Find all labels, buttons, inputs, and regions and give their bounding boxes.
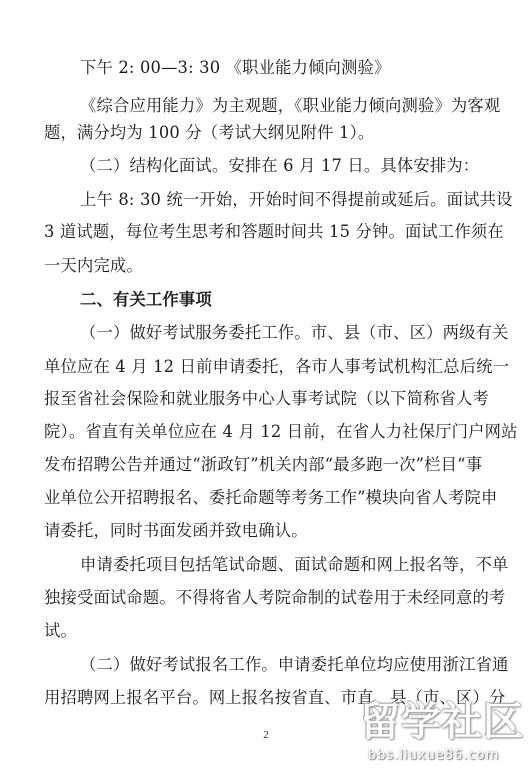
- watermark-url: bbs.liuxue86.com: [368, 748, 500, 763]
- watermark-title: 留学社区: [360, 699, 524, 745]
- paragraph-line: 单位应在 4 月 12 日前申请委托，各市人事考试机构汇总后统一: [44, 357, 510, 376]
- paragraph-line: 题，满分均为 100 分（考试大纲见附件 1）。: [44, 123, 375, 142]
- paragraph-line: 3 道试题，每位考生思考和答题时间共 15 分钟。面试工作须在: [44, 222, 504, 241]
- paragraph-line: 请委托，同时书面发函并致电确认。: [44, 521, 308, 540]
- paragraph-line: 报至省社会保险和就业服务中心人事考试院（以下简称省人考: [44, 389, 489, 408]
- paragraph-line: （二）结构化面试。安排在 6 月 17 日。具体安排为：: [80, 156, 480, 175]
- paragraph-line: （一）做好考试服务委托工作。市、县（市、区）两级有关: [80, 323, 509, 342]
- schedule-afternoon-line: 下午 2: 00—3: 30 《职业能力倾向测验》: [80, 58, 391, 77]
- site-watermark: [360, 698, 528, 770]
- paragraph-line: 院）。省直有关单位应在 4 月 12 日前，在省人力社保厅门户网站: [44, 422, 518, 441]
- section-heading: 二、有关工作事项: [80, 290, 212, 309]
- paragraph-line: 申请委托项目包括笔试命题、面试命题和网上报名等，不单: [80, 555, 509, 574]
- paragraph-line: 业单位公开招聘报名、委托命题等考务工作”模块向省人考院申: [44, 488, 498, 507]
- paragraph-line: 一天内完成。: [44, 256, 143, 275]
- paragraph-line: 独接受面试命题。不得将省人考院命制的试卷用于未经同意的考: [44, 588, 506, 607]
- paragraph-line: 发布招聘公告并通过“浙政钉”机关内部“最多跑一次”栏目“事: [44, 455, 483, 474]
- paragraph-line: 《综合应用能力》为主观题，《职业能力倾向测验》为客观: [80, 96, 501, 115]
- paragraph-line: 用招聘网上报名平台。网上报名按省直、市直、县（市、区）分: [44, 688, 506, 707]
- paragraph-line: 上午 8: 30 统一开始，开始时间不得提前或延后。面试共设: [80, 190, 513, 209]
- page-number: 2: [263, 729, 269, 741]
- paragraph-line: 试。: [44, 621, 77, 640]
- paragraph-line: （二）做好考试报名工作。申请委托单位均应使用浙江省通: [80, 655, 509, 674]
